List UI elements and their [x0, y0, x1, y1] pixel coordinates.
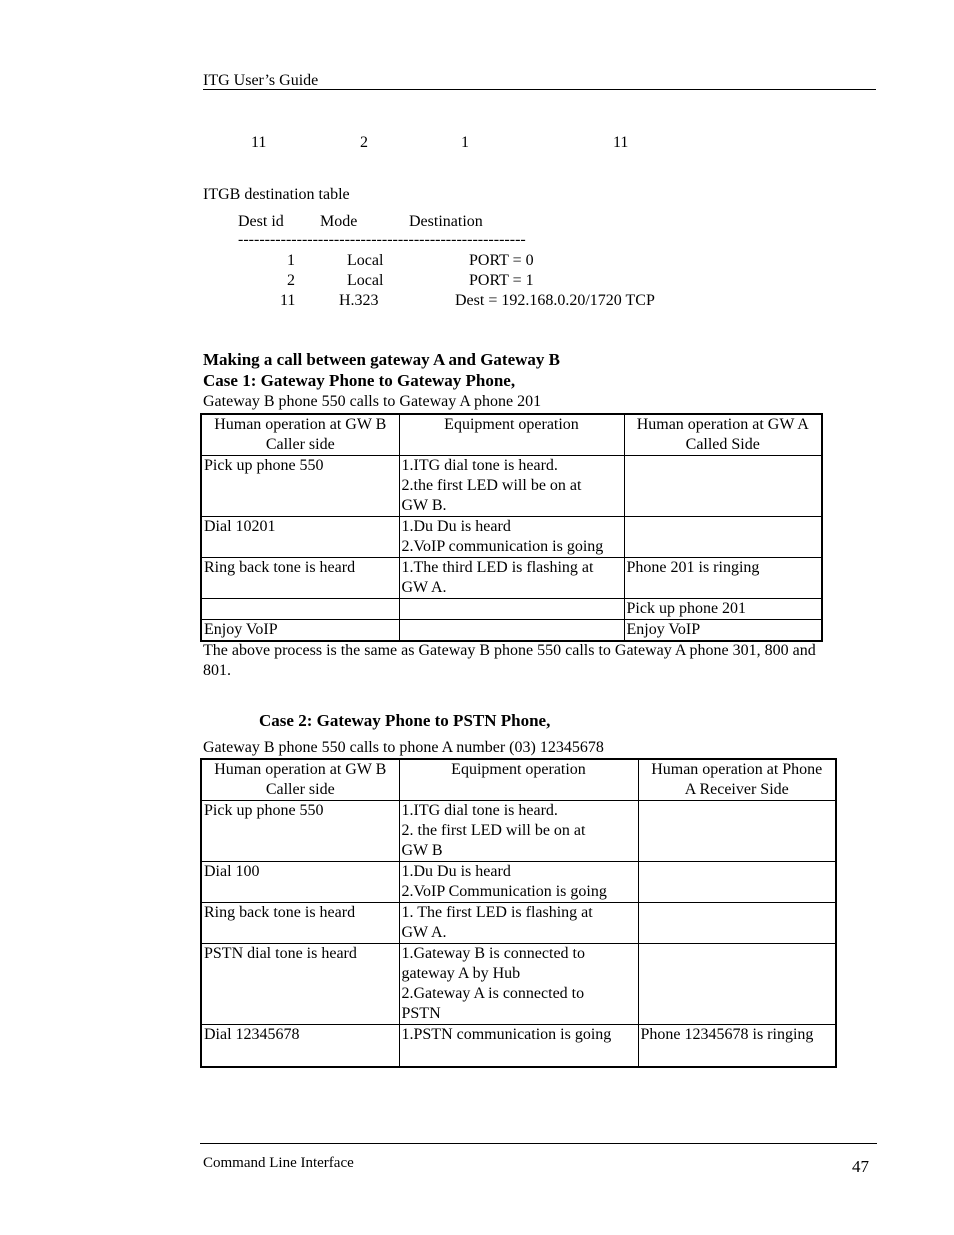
table-cell: [638, 801, 836, 862]
case1-header-equipment: Equipment operation: [399, 414, 624, 456]
table-cell: Pick up phone 550: [201, 801, 399, 862]
page-number: 47: [852, 1157, 869, 1176]
table-cell: Enjoy VoIP: [624, 620, 822, 642]
table-row: [201, 620, 822, 642]
table-cell: [638, 862, 836, 903]
case1-title: Case 1: Gateway Phone to Gateway Phone,: [203, 371, 516, 390]
table-row: [201, 903, 836, 944]
case1-note-line1: The above process is the same as Gateway B phone 550 calls to Gateway A phone 301, 800 and: [203, 642, 816, 659]
table-row: [201, 414, 822, 456]
case1-header-caller: Human operation at GW B Caller side: [201, 414, 399, 456]
dest-header-mode: Mode: [320, 213, 358, 230]
table-cell: [624, 456, 822, 517]
case1-header-called: Human operation at GW A Called Side: [624, 414, 822, 456]
table-cell: [201, 599, 399, 620]
table-cell: [638, 944, 836, 1025]
dest-row-1-mode: Local: [347, 252, 384, 269]
table-cell: [399, 599, 624, 620]
table-cell: 1.Du Du is heard 2.VoIP communication is going: [399, 517, 624, 558]
case2-table: [200, 758, 837, 1068]
table-cell: Enjoy VoIP: [201, 620, 399, 642]
footer-rule: [200, 1143, 877, 1144]
table-cell: 1.Gateway B is connected to gateway A by Hub 2.Gateway A is connected to PSTN: [399, 944, 638, 1025]
top-number-2: 2: [360, 134, 368, 151]
table-cell: Phone 201 is ringing: [624, 558, 822, 599]
dest-row-3-destination: Dest = 192.168.0.20/1720 TCP: [455, 292, 655, 309]
table-cell: 1.PSTN communication is going: [399, 1025, 638, 1067]
table-row: [201, 456, 822, 517]
dest-header-id: Dest id: [238, 213, 284, 230]
table-row: [201, 599, 822, 620]
table-row: [201, 862, 836, 903]
dest-row-3-id: 11: [280, 292, 296, 309]
top-number-4: 11: [613, 134, 629, 151]
table-row: [201, 759, 836, 801]
dest-table-title: ITGB destination table: [203, 186, 350, 203]
table-cell: 1. The first LED is flashing at GW A.: [399, 903, 638, 944]
dest-separator: ------------------------------------------------------: [238, 231, 526, 248]
table-cell: Pick up phone 201: [624, 599, 822, 620]
case2-header-caller: Human operation at GW B Caller side: [201, 759, 399, 801]
case1-table: [200, 413, 823, 642]
dest-row-2-destination: PORT = 1: [469, 272, 534, 289]
table-cell: Dial 10201: [201, 517, 399, 558]
dest-row-1-destination: PORT = 0: [469, 252, 534, 269]
case2-intro: Gateway B phone 550 calls to phone A number (03) 12345678: [203, 739, 604, 756]
table-cell: 1.ITG dial tone is heard. 2.the first LED will be on at GW B.: [399, 456, 624, 517]
table-cell: [399, 620, 624, 642]
top-number-3: 1: [461, 134, 469, 151]
table-cell: 1.ITG dial tone is heard. 2. the first LED will be on at GW B: [399, 801, 638, 862]
table-cell: Dial 100: [201, 862, 399, 903]
table-cell: [624, 517, 822, 558]
table-cell: Ring back tone is heard: [201, 558, 399, 599]
table-cell: [638, 903, 836, 944]
dest-row-2-id: 2: [287, 272, 295, 289]
table-row: [201, 801, 836, 862]
table-row: [201, 1025, 836, 1067]
table-cell: PSTN dial tone is heard: [201, 944, 399, 1025]
table-row: [201, 558, 822, 599]
table-cell: Pick up phone 550: [201, 456, 399, 517]
header-rule: [203, 89, 876, 90]
table-cell: Ring back tone is heard: [201, 903, 399, 944]
table-row: [201, 944, 836, 1025]
case2-header-receiver: Human operation at Phone A Receiver Side: [638, 759, 836, 801]
table-cell: Phone 12345678 is ringing: [638, 1025, 836, 1067]
dest-row-2-mode: Local: [347, 272, 384, 289]
dest-row-1-id: 1: [287, 252, 295, 269]
case1-intro: Gateway B phone 550 calls to Gateway A phone 201: [203, 393, 542, 410]
case1-note-line2: 801.: [203, 662, 231, 679]
section-heading: Making a call between gateway A and Gateway B: [203, 350, 560, 369]
footer-left-text: Command Line Interface: [203, 1155, 354, 1171]
table-cell: 1.Du Du is heard 2.VoIP Communication is going: [399, 862, 638, 903]
dest-header-destination: Destination: [409, 213, 483, 230]
table-cell: Dial 12345678: [201, 1025, 399, 1067]
case2-title: Case 2: Gateway Phone to PSTN Phone,: [259, 711, 551, 730]
top-number-1: 11: [251, 134, 267, 151]
case2-header-equipment: Equipment operation: [399, 759, 638, 801]
page-header-title: ITG User’s Guide: [203, 72, 319, 89]
table-cell: 1.The third LED is flashing at GW A.: [399, 558, 624, 599]
dest-row-3-mode: H.323: [339, 292, 379, 309]
table-row: [201, 517, 822, 558]
